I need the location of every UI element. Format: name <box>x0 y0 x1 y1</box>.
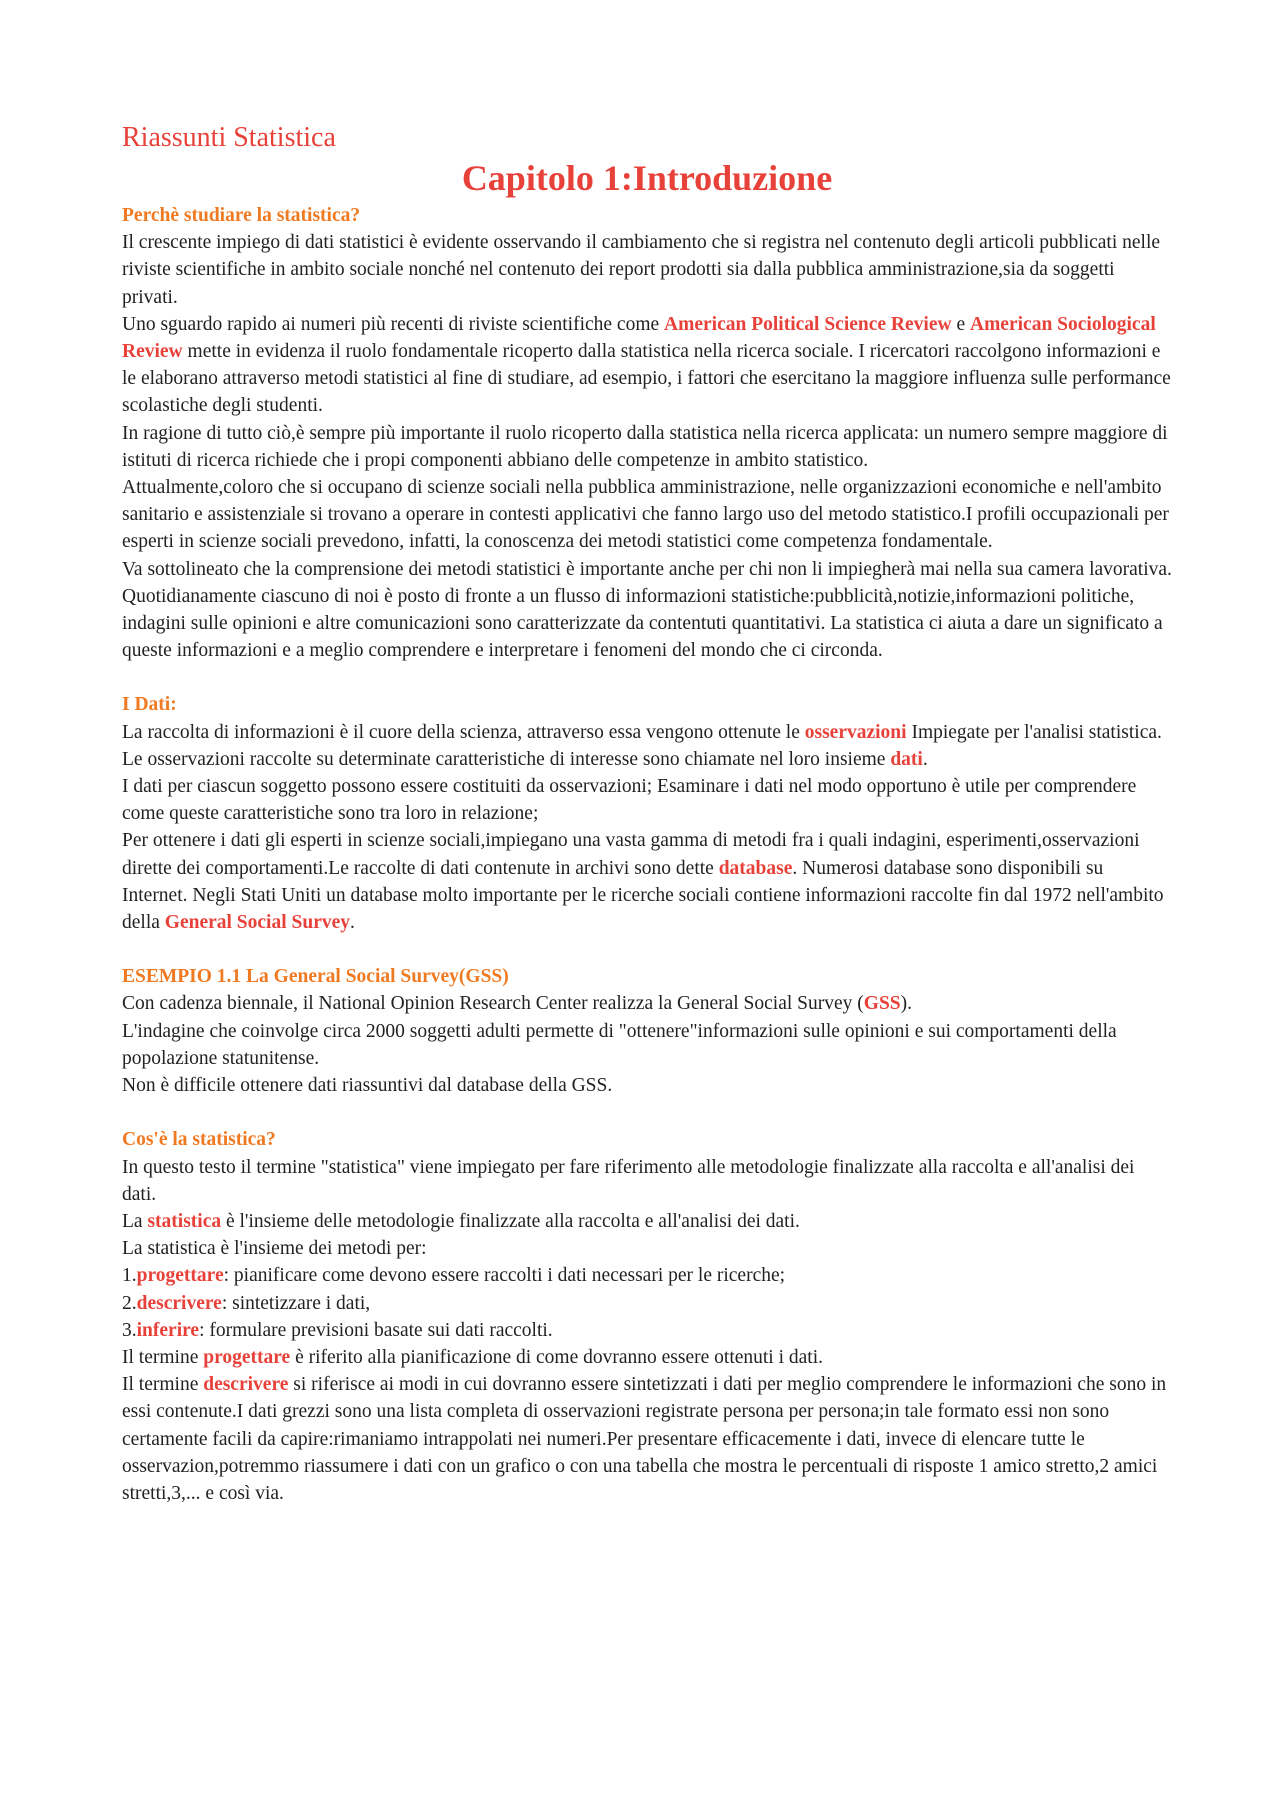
paragraph: Il termine progettare è riferito alla pianificazione di come dovranno essere ottenuti i dati. <box>122 1346 824 1368</box>
keyword: dati <box>890 748 923 770</box>
keyword: descrivere <box>203 1374 289 1396</box>
keyword: American Sociological Review <box>122 313 1156 363</box>
paragraph: Non è difficile ottenere dati riassuntivi dal database della GSS. <box>122 1075 613 1097</box>
keyword: American Political Science Review <box>664 313 952 335</box>
paragraph: Con cadenza biennale, il National Opinion Research Center realizza la General Social Survey (GSS). <box>122 993 913 1015</box>
keyword: progettare <box>203 1346 291 1368</box>
paragraph: La statistica è l'insieme dei metodi per: <box>122 1238 427 1260</box>
spacer <box>122 936 1172 963</box>
keyword: osservazioni <box>804 721 907 743</box>
paragraph: La raccolta di informazioni è il cuore della scienza, attraverso essa vengono ottenute le osservazioni Impiegate per l'analisi statistica. Le osservazioni raccolte su determinate caratteristiche di interesse sono chiamate nel loro insieme dati. <box>122 721 1162 770</box>
paragraph: La statistica è l'insieme delle metodologie finalizzate alla raccolta e all'analisi dei dati. <box>122 1210 800 1232</box>
section-heading: ESEMPIO 1.1 La General Social Survey(GSS) <box>122 966 509 988</box>
paragraph: Il crescente impiego di dati statistici è evidente osservando il cambiamento che si registra nel contenuto degli articoli pubblicati nelle riviste scientifiche in ambito sociale nonché nel contenuto dei report prodotti sia dalla pubblica amministrazione,sia da soggetti privati. <box>122 232 1161 308</box>
section-heading: Cos'è la statistica? <box>122 1129 276 1151</box>
keyword: statistica <box>147 1210 222 1232</box>
list-item: 1.progettare: pianificare come devono essere raccolti i dati necessari per le ricerche; <box>122 1265 786 1287</box>
section-heading: I Dati: <box>122 694 177 716</box>
spacer <box>122 664 1172 691</box>
section-data <box>122 691 1172 936</box>
keyword: database <box>718 857 793 879</box>
paragraph: Va sottolineato che la comprensione dei metodi statistici è importante anche per chi non li impiegherà mai nella sua camera lavorativa. Quotidianamente ciascuno di noi è posto di fronte a un flusso di informazioni statistiche:pubblicità,notizie,informazioni politiche, indagini sulle opinioni e altre comunicazioni sono caratterizzate da contentuti quantitativi. La statistica ci aiuta a dare un significato a queste informazioni e a meglio comprendere e interpretare i fenomeni del mondo che ci circonda. <box>122 558 1172 662</box>
spacer <box>122 1099 1172 1126</box>
keyword: General Social Survey <box>164 912 351 934</box>
list-item: 2.descrivere: sintetizzare i dati, <box>122 1292 371 1314</box>
paragraph: Per ottenere i dati gli esperti in scienze sociali,impiegano una vasta gamma di metodi fra i quali indagini, esperimenti,osservazioni dirette dei comportamenti.Le raccolte di dati contenute in archivi sono dette database. Numerosi database sono disponibili su Internet. Negli Stati Uniti un database molto importante per le ricerche sociali contiene informazioni raccolte fin dal 1972 nell'ambito della General Social Survey. <box>122 830 1164 934</box>
keyword: descrivere <box>136 1292 222 1314</box>
paragraph: Attualmente,coloro che si occupano di scienze sociali nella pubblica amministrazione, nelle organizzazioni economiche e nell'ambito sanitario e assistenziale si trovano a operare in contesti applicativi che fanno largo uso del metodo statistico.I profili occupazionali per esperti in scienze sociali prevedono, infatti, la conoscenza dei metodi statistici come competenza fondamentale. <box>122 477 1169 553</box>
paragraph: Il termine descrivere si riferisce ai modi in cui dovranno essere sintetizzati i dati per meglio comprendere le informazioni che sono in essi contenute.I dati grezzi sono una lista completa di osservazioni registrate persona per persona;in tale formato essi non sono certamente facili da capire:rimaniamo intrappolati nei numeri.Per presentare efficacemente i dati, invece di elencare tutte le osservazion,potremmo riassumere i dati con un grafico o con una tabella che mostra le percentuali di risposte 1 amico stretto,2 amici stretti,3,... e così via. <box>122 1374 1167 1504</box>
section-what-is-statistics <box>122 1126 1172 1507</box>
section-example <box>122 963 1172 1099</box>
list-item: 3.inferire: formulare previsioni basate sui dati raccolti. <box>122 1319 553 1341</box>
keyword: inferire <box>136 1319 200 1341</box>
paragraph: In questo testo il termine "statistica" viene impiegato per fare riferimento alle metodologie finalizzate alla raccolta e all'analisi dei dati. <box>122 1156 1135 1205</box>
document-page <box>122 120 1172 1507</box>
keyword: progettare <box>136 1265 224 1287</box>
chapter-title: Capitolo 1:Introduzione <box>461 158 833 198</box>
section-why-study <box>122 202 1172 664</box>
paragraph: In ragione di tutto ciò,è sempre più importante il ruolo ricoperto dalla statistica nella ricerca applicata: un numero sempre maggiore di istituti di ricerca richiede che i propi componenti abbiano delle competenze in ambito statistico. <box>122 422 1168 471</box>
paragraph: L'indagine che coinvolge circa 2000 soggetti adulti permette di "ottenere"informazioni sulle opinioni e sui comportamenti della popolazione statunitense. <box>122 1020 1117 1069</box>
document-title: Riassunti Statistica <box>122 122 336 153</box>
paragraph: I dati per ciascun soggetto possono essere costituiti da osservazioni; Esaminare i dati nel modo opportuno è utile per comprendere come queste caratteristiche sono tra loro in relazione; <box>122 776 1137 825</box>
keyword: GSS <box>863 993 901 1015</box>
paragraph: Uno sguardo rapido ai numeri più recenti di riviste scientifiche come American Political Science Review e American Sociological Review mette in evidenza il ruolo fondamentale ricoperto dalla statistica nella ricerca sociale. I ricercatori raccolgono informazioni e le elaborano attraverso metodi statistici al fine di studiare, ad esempio, i fattori che esercitano la maggiore influenza sulle performance scolastiche degli studenti. <box>122 313 1171 417</box>
section-heading: Perchè studiare la statistica? <box>122 205 361 226</box>
